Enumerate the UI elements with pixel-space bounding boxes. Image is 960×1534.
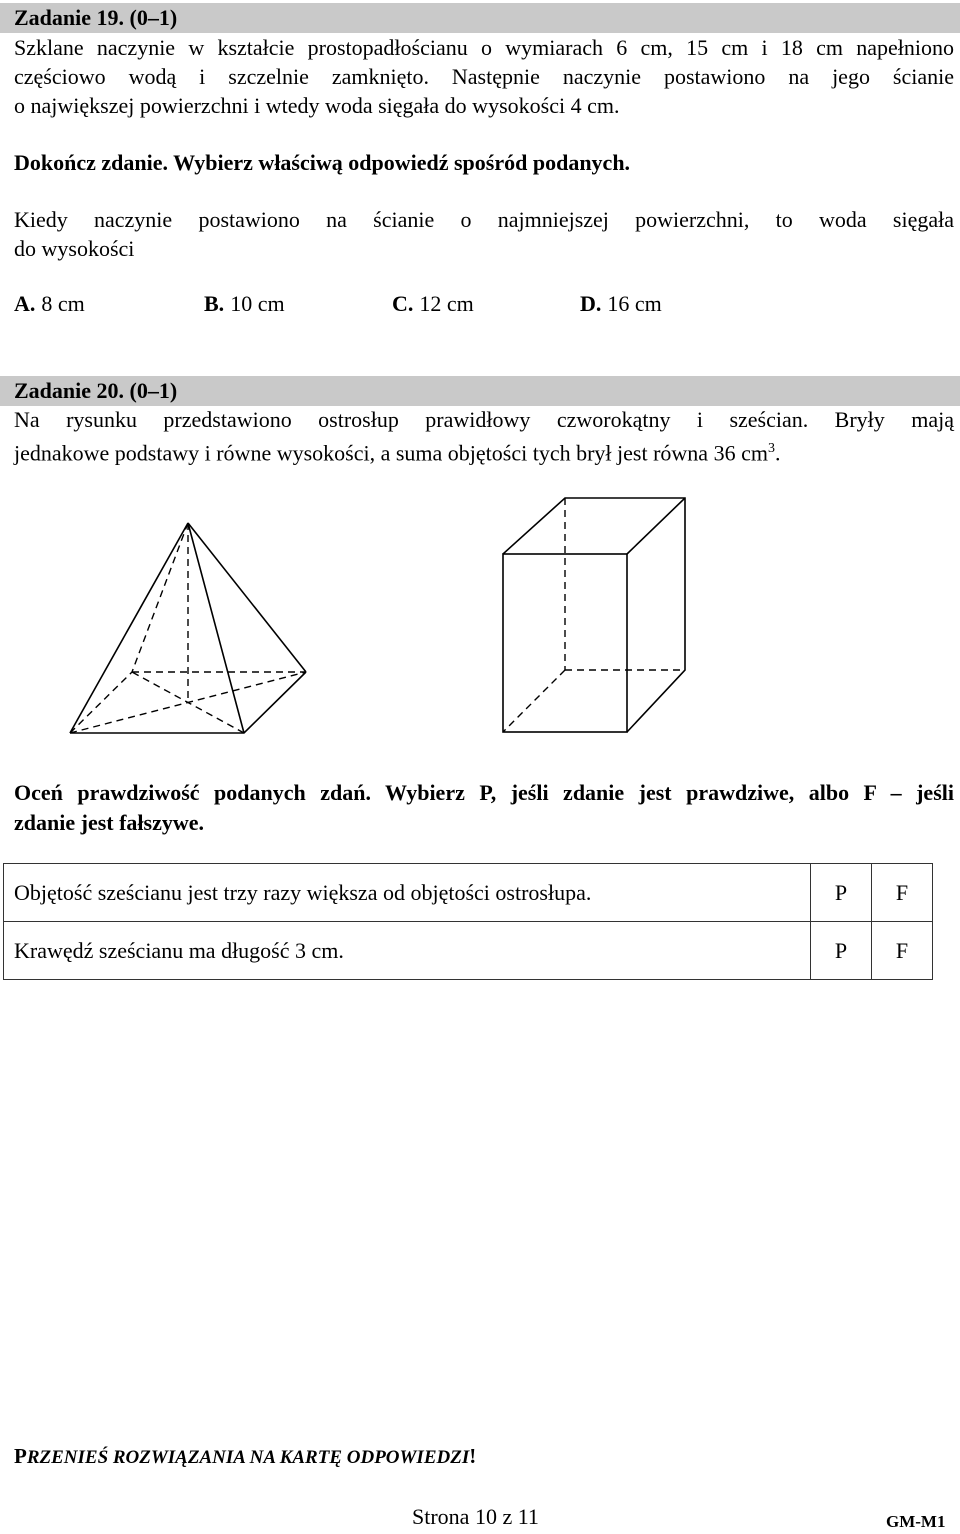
task19-text-line-1: Szklane naczynie w kształcie prostopadłościanu o wymiarach 6 cm, 15 cm i 18 cm napełniono	[14, 35, 954, 60]
task19-instruction: Dokończ zdanie. Wybierz właściwą odpowiedź spośród podanych.	[14, 150, 631, 175]
pyramid-hidden-base-edge	[70, 672, 132, 733]
task20-instruction-line-1: Oceń prawdziwość podanych zdań. Wybierz P, jeśli zdanie jest prawdziwe, albo F – jeśli	[14, 780, 954, 805]
option-c-letter: C.	[392, 291, 414, 316]
transfer-answers-note	[14, 1444, 476, 1469]
task20-text-line-1: Na rysunku przedstawiono ostrosłup prawidłowy czworokątny i sześcian. Bryły mają	[14, 407, 954, 432]
option-a-letter: A.	[14, 291, 36, 316]
option-c-text: 12 cm	[419, 291, 474, 316]
cube-visible-edges	[503, 498, 685, 732]
exam-code: GM-M1	[886, 1512, 946, 1531]
task20-points: (0–1)	[129, 378, 178, 403]
statement-2-false-button[interactable]: F	[872, 922, 933, 980]
answer-option-b[interactable]	[204, 289, 285, 319]
option-b-text: 10 cm	[230, 291, 285, 316]
answer-option-c[interactable]	[392, 289, 474, 319]
option-a-text: 8 cm	[41, 291, 85, 316]
task19-question-line-2: do wysokości	[14, 236, 135, 261]
task19-points: (0–1)	[129, 5, 178, 30]
task20-text-line-2-main: jednakowe podstawy i równe wysokości, a suma objętości tych brył jest równa 36 cm	[14, 440, 768, 466]
answer-option-a[interactable]	[14, 289, 85, 319]
note-exclamation: !	[469, 1444, 477, 1468]
pyramid-hidden-lateral-edge	[132, 523, 188, 672]
answer-option-d[interactable]	[580, 289, 662, 319]
task19-text-line-3: o największej powierzchni i wtedy woda sięgała do wysokości 4 cm.	[14, 93, 620, 118]
task20-text-line-2-end: .	[774, 440, 781, 466]
pyramid-lateral-edge	[70, 523, 188, 733]
pyramid-lateral-edge	[188, 523, 244, 733]
cube-figure	[495, 490, 695, 740]
cubic-exponent: 3	[767, 441, 775, 456]
note-text: RZENIEŚ ROZWIĄZANIA NA KARTĘ ODPOWIEDZI	[26, 1447, 470, 1468]
pyramid-lateral-edge	[188, 523, 306, 672]
cube-hidden-edge	[503, 670, 565, 732]
task19-number: Zadanie 19.	[14, 5, 125, 30]
task19-text-line-2: częściowo wodą i szczelnie zamknięto. Następnie naczynie postawiono na jego ścianie	[14, 64, 954, 89]
task20-text-line-2	[14, 434, 780, 468]
option-d-letter: D.	[580, 291, 602, 316]
task20-instruction-line-2: zdanie jest fałszywe.	[14, 810, 205, 835]
statement-1: Objętość sześcianu jest trzy razy większa od objętości ostrosłupa.	[4, 864, 811, 922]
task19-title	[14, 3, 177, 33]
statement-1-false-button[interactable]: F	[872, 864, 933, 922]
page-number: Strona 10 z 11	[412, 1504, 539, 1529]
task20-title	[14, 376, 177, 406]
statement-1-true-button[interactable]: P	[811, 864, 872, 922]
task20-number: Zadanie 20.	[14, 378, 125, 403]
task19-question-line-1: Kiedy naczynie postawiono na ścianie o najmniejszej powierzchni, to woda sięgała	[14, 207, 954, 232]
statement-2: Krawędź sześcianu ma długość 3 cm.	[4, 922, 811, 980]
option-b-letter: B.	[204, 291, 225, 316]
cube-visible-edge	[627, 498, 685, 554]
note-first-letter: P	[14, 1444, 27, 1468]
pyramid-figure	[60, 515, 320, 740]
statement-2-true-button[interactable]: P	[811, 922, 872, 980]
table-row	[4, 922, 933, 980]
table-row	[4, 864, 933, 922]
option-d-text: 16 cm	[607, 291, 662, 316]
true-false-table	[3, 863, 933, 980]
